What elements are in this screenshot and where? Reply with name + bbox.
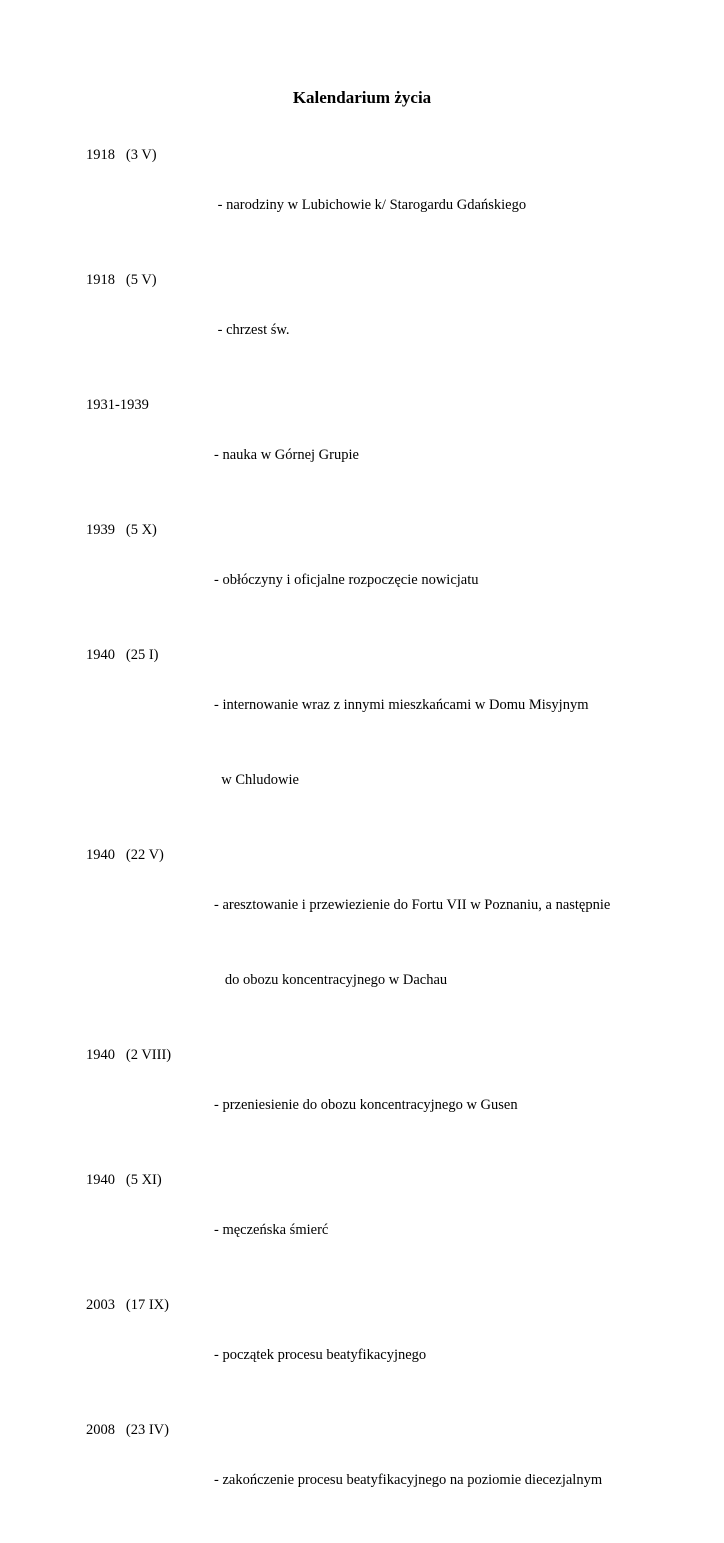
entry-description [214,843,714,1043]
entry-description-line: - obłóczyny i oficjalne rozpoczęcie nowicjatu [214,572,479,588]
entry-description-line: do obozu koncentracyjnego w Dachau [214,972,448,988]
entry-description-line: - początek procesu beatyfikacyjnego [214,1347,427,1363]
entry-description [214,1293,714,1418]
entry-description [214,143,714,268]
entry-date: 1918 (3 V) [86,147,157,163]
entry-date: 2003 (17 IX) [86,1297,169,1313]
timeline-entry [0,1043,724,1168]
entry-description-line: - męczeńska śmierć [214,1222,329,1238]
entry-date: 1939 (5 X) [86,522,157,538]
timeline-entry [0,1418,724,1543]
entry-description-line: w Chludowie [214,772,299,788]
entry-description-line: - chrzest św. [214,322,290,338]
entry-description-line: - nauka w Górnej Grupie [214,447,359,463]
entry-date: 1940 (25 I) [86,647,159,663]
timeline-entry [0,143,724,268]
entry-description-line: - narodziny w Lubichowie k/ Starogardu Gdańskiego [214,197,527,213]
entry-description [214,1168,714,1293]
entry-date: 1918 (5 V) [86,272,157,288]
entry-description [214,1043,714,1168]
entry-date: 1931-1939 [86,397,149,413]
timeline-entry [0,393,724,518]
timeline-entry [0,643,724,843]
timeline-entry [0,1168,724,1293]
entry-date: 1940 (2 VIII) [86,1047,172,1063]
entry-description-line: - aresztowanie i przewiezienie do Fortu VII w Poznaniu, a następnie [214,897,611,913]
entry-description [214,1418,714,1543]
timeline-entry [0,268,724,393]
entry-date: 1940 (5 XI) [86,1172,162,1188]
timeline-entry [0,1293,724,1418]
timeline-entry [0,843,724,1043]
entry-description [214,393,714,518]
entry-description [214,643,714,843]
timeline-entry [0,518,724,643]
entry-description-line: - przeniesienie do obozu koncentracyjnego w Gusen [214,1097,518,1113]
entry-description-line: - zakończenie procesu beatyfikacyjnego na poziomie diecezjalnym [214,1472,603,1488]
entry-description-line: - internowanie wraz z innymi mieszkańcami w Domu Misyjnym [214,697,589,713]
entry-date: 1940 (22 V) [86,847,164,863]
entry-description [214,268,714,393]
timeline-list [0,143,724,1543]
entry-description [214,518,714,643]
entry-date: 2008 (23 IV) [86,1422,169,1438]
document-title: Kalendarium życia [292,88,432,107]
